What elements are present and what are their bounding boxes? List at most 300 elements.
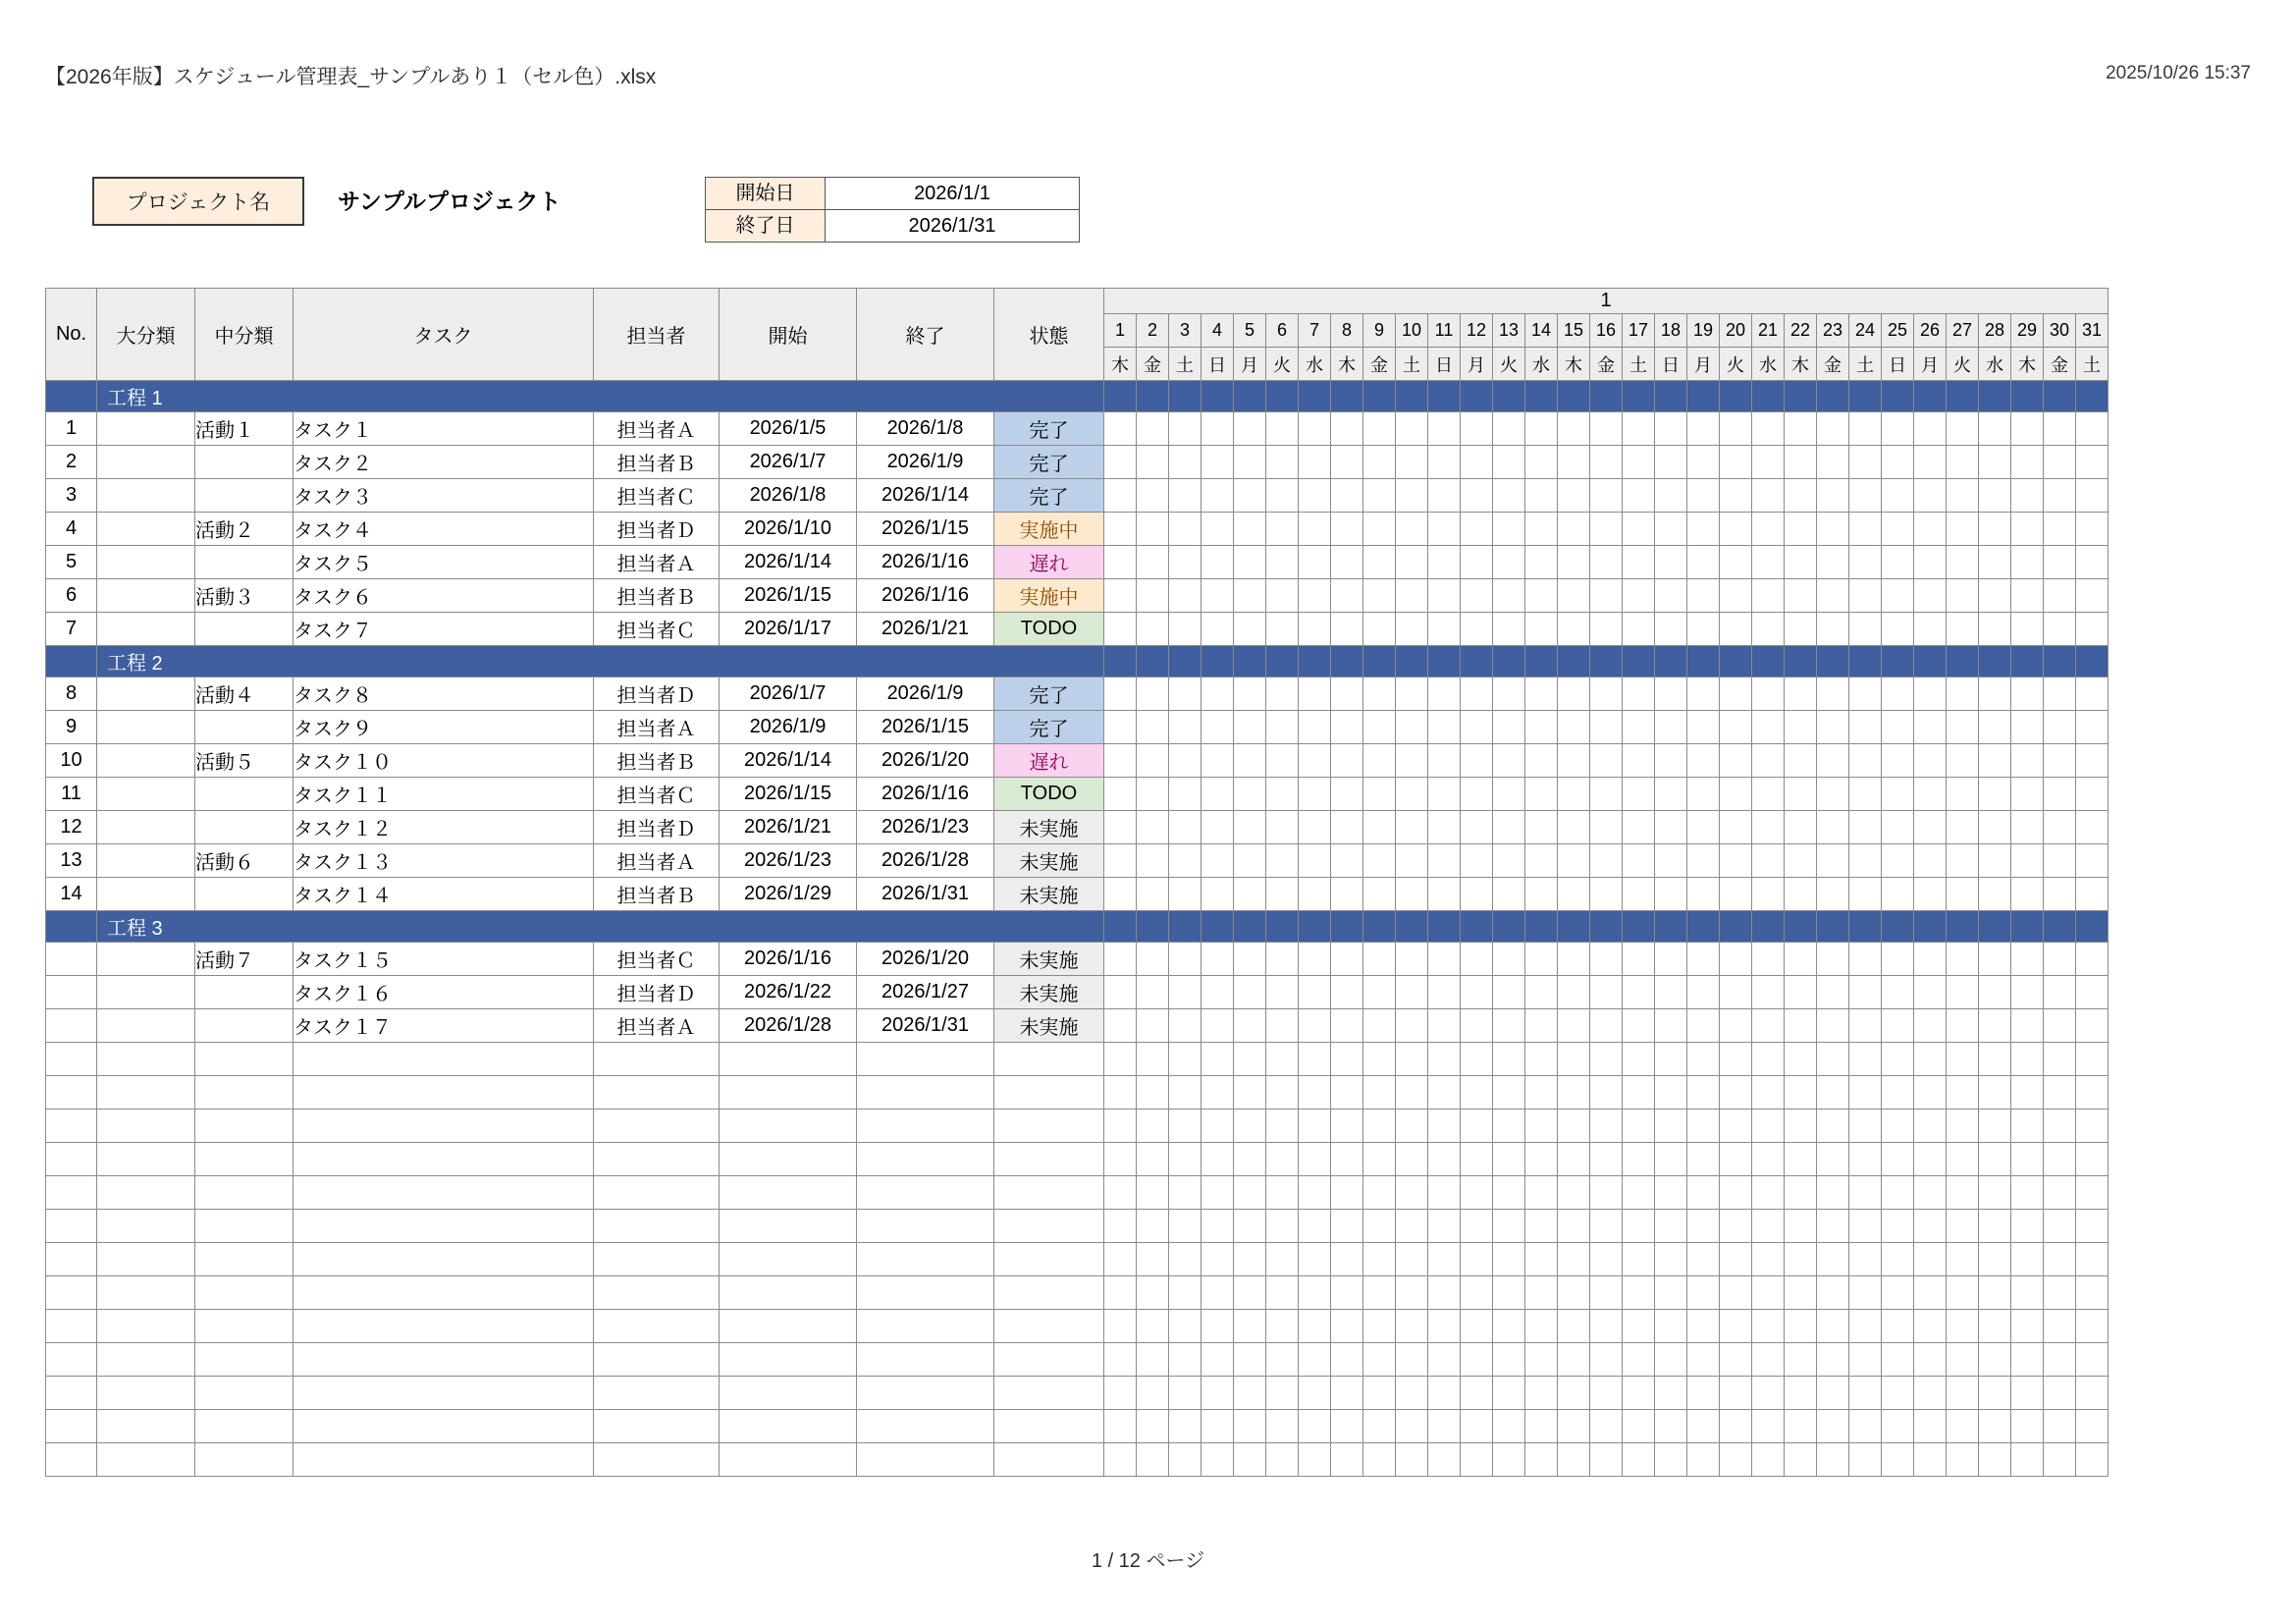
task-name: タスク１７ bbox=[294, 1009, 594, 1043]
phase-gantt-cell bbox=[1428, 381, 1461, 412]
empty-cell bbox=[97, 1243, 195, 1276]
empty-gantt-cell bbox=[1525, 1343, 1558, 1377]
task-status-badge: 実施中 bbox=[994, 513, 1104, 546]
task-name: タスク１１ bbox=[294, 778, 594, 811]
empty-gantt-cell bbox=[1234, 1410, 1266, 1443]
gantt-bar-actual bbox=[1363, 446, 1396, 479]
empty-gantt-cell bbox=[2076, 1377, 2109, 1410]
gantt-cell bbox=[1201, 479, 1234, 513]
empty-gantt-cell bbox=[1817, 1176, 1849, 1210]
empty-cell bbox=[720, 1443, 857, 1477]
gantt-cell bbox=[2076, 943, 2109, 976]
empty-gantt-cell bbox=[1331, 1110, 1363, 1143]
gantt-cell bbox=[1234, 811, 1266, 844]
gantt-cell bbox=[1396, 412, 1428, 446]
empty-gantt-cell bbox=[2044, 1176, 2076, 1210]
task-row[interactable] bbox=[46, 811, 2109, 844]
empty-gantt-cell bbox=[2076, 1110, 2109, 1143]
gantt-bar-plan bbox=[1687, 744, 1720, 778]
phase-gantt-cell bbox=[1169, 911, 1201, 943]
empty-gantt-cell bbox=[1299, 1410, 1331, 1443]
gantt-cell bbox=[1331, 711, 1363, 744]
gantt-cell bbox=[1234, 513, 1266, 546]
empty-gantt-cell bbox=[2076, 1443, 2109, 1477]
gantt-cell bbox=[1979, 546, 2011, 579]
gantt-cell bbox=[1201, 446, 1234, 479]
task-name: タスク１６ bbox=[294, 976, 594, 1009]
phase-gantt-cell bbox=[1299, 646, 1331, 677]
empty-cell bbox=[195, 1377, 294, 1410]
gantt-bar-actual bbox=[1299, 446, 1331, 479]
empty-row[interactable] bbox=[46, 1310, 2109, 1343]
task-row[interactable] bbox=[46, 1009, 2109, 1043]
empty-row[interactable] bbox=[46, 1377, 2109, 1410]
empty-row[interactable] bbox=[46, 1043, 2109, 1076]
empty-cell bbox=[46, 1410, 97, 1443]
phase-gantt-cell bbox=[1558, 646, 1590, 677]
gantt-cell bbox=[1785, 778, 1817, 811]
empty-cell bbox=[46, 1310, 97, 1343]
task-status-badge: 完了 bbox=[994, 711, 1104, 744]
empty-row[interactable] bbox=[46, 1243, 2109, 1276]
gantt-cell bbox=[1169, 677, 1201, 711]
task-status-badge: 遅れ bbox=[994, 744, 1104, 778]
gantt-cell bbox=[1493, 613, 1525, 646]
gantt-cell bbox=[1169, 844, 1201, 878]
task-owner: 担当者Ｄ bbox=[594, 513, 720, 546]
start-date-label: 開始日 bbox=[706, 178, 826, 209]
task-row[interactable] bbox=[46, 844, 2109, 878]
gantt-cell bbox=[1655, 513, 1687, 546]
task-owner: 担当者Ｄ bbox=[594, 976, 720, 1009]
gantt-cell bbox=[1331, 878, 1363, 911]
gantt-cell bbox=[1687, 579, 1720, 613]
gantt-cell bbox=[2011, 744, 2044, 778]
gantt-cell bbox=[1785, 513, 1817, 546]
gantt-cell bbox=[2011, 412, 2044, 446]
task-row[interactable] bbox=[46, 976, 2109, 1009]
task-middle-category bbox=[195, 1009, 294, 1043]
gantt-cell bbox=[1137, 546, 1169, 579]
gantt-cell bbox=[1234, 677, 1266, 711]
gantt-cell bbox=[1947, 677, 1979, 711]
gantt-cell bbox=[1299, 479, 1331, 513]
phase-gantt-cell bbox=[1720, 911, 1752, 943]
empty-gantt-cell bbox=[1752, 1377, 1785, 1410]
task-no: 9 bbox=[46, 711, 97, 744]
gantt-cell bbox=[1266, 513, 1299, 546]
calendar-day-of-week: 水 bbox=[1979, 348, 2011, 381]
gantt-cell bbox=[1882, 878, 1914, 911]
empty-row[interactable] bbox=[46, 1110, 2109, 1143]
empty-gantt-cell bbox=[1428, 1377, 1461, 1410]
empty-gantt-cell bbox=[1266, 1243, 1299, 1276]
empty-gantt-cell bbox=[1299, 1110, 1331, 1143]
empty-row[interactable] bbox=[46, 1443, 2109, 1477]
task-row[interactable] bbox=[46, 412, 2109, 446]
empty-gantt-cell bbox=[1493, 1377, 1525, 1410]
gantt-cell bbox=[2044, 811, 2076, 844]
empty-gantt-cell bbox=[1914, 1276, 1947, 1310]
empty-gantt-cell bbox=[1234, 1243, 1266, 1276]
empty-cell bbox=[994, 1343, 1104, 1377]
page-footer: 1 / 12 ページ bbox=[1091, 1550, 1205, 1572]
gantt-cell bbox=[1234, 778, 1266, 811]
gantt-cell bbox=[1169, 579, 1201, 613]
task-owner: 担当者Ｄ bbox=[594, 811, 720, 844]
task-middle-category bbox=[195, 546, 294, 579]
task-row[interactable] bbox=[46, 778, 2109, 811]
gantt-cell bbox=[1525, 811, 1558, 844]
gantt-cell bbox=[2076, 446, 2109, 479]
calendar-day-number: 7 bbox=[1299, 314, 1331, 348]
task-row[interactable] bbox=[46, 446, 2109, 479]
empty-gantt-cell bbox=[1720, 1210, 1752, 1243]
gantt-cell bbox=[1137, 677, 1169, 711]
empty-gantt-cell bbox=[1752, 1310, 1785, 1343]
empty-gantt-cell bbox=[1914, 1143, 1947, 1176]
gantt-cell bbox=[1720, 811, 1752, 844]
gantt-cell bbox=[1914, 744, 1947, 778]
gantt-cell bbox=[1849, 811, 1882, 844]
empty-gantt-cell bbox=[1914, 1410, 1947, 1443]
gantt-cell bbox=[1687, 778, 1720, 811]
empty-gantt-cell bbox=[1234, 1276, 1266, 1310]
col-header-owner: 担当者 bbox=[594, 289, 720, 381]
gantt-cell bbox=[1882, 513, 1914, 546]
empty-gantt-cell bbox=[1590, 1176, 1623, 1210]
gantt-cell bbox=[1914, 412, 1947, 446]
gantt-cell bbox=[1428, 412, 1461, 446]
task-middle-category: 活動６ bbox=[195, 844, 294, 878]
gantt-cell bbox=[1428, 976, 1461, 1009]
gantt-cell bbox=[1914, 677, 1947, 711]
gantt-cell bbox=[1234, 976, 1266, 1009]
empty-gantt-cell bbox=[1331, 1276, 1363, 1310]
empty-gantt-cell bbox=[1169, 1176, 1201, 1210]
gantt-cell bbox=[1720, 677, 1752, 711]
phase-gantt-cell bbox=[1201, 911, 1234, 943]
gantt-cell bbox=[1817, 711, 1849, 744]
empty-cell bbox=[195, 1210, 294, 1243]
gantt-bar-actual bbox=[1493, 479, 1525, 513]
task-row[interactable] bbox=[46, 479, 2109, 513]
empty-gantt-cell bbox=[1266, 1276, 1299, 1310]
empty-gantt-cell bbox=[1169, 1443, 1201, 1477]
task-no: 1 bbox=[46, 412, 97, 446]
gantt-bar-plan bbox=[1720, 744, 1752, 778]
gantt-cell bbox=[1655, 778, 1687, 811]
gantt-cell bbox=[1331, 579, 1363, 613]
schedule-table-body bbox=[46, 381, 2109, 1477]
empty-row[interactable] bbox=[46, 1343, 2109, 1377]
gantt-cell bbox=[1363, 976, 1396, 1009]
gantt-cell bbox=[1623, 744, 1655, 778]
gantt-bar-actual bbox=[1331, 677, 1363, 711]
gantt-cell bbox=[1299, 579, 1331, 613]
gantt-cell bbox=[1558, 613, 1590, 646]
empty-gantt-cell bbox=[1914, 1076, 1947, 1110]
empty-gantt-cell bbox=[1428, 1143, 1461, 1176]
empty-gantt-cell bbox=[1137, 1176, 1169, 1210]
gantt-cell bbox=[1461, 844, 1493, 878]
task-no: 7 bbox=[46, 613, 97, 646]
empty-cell bbox=[294, 1443, 594, 1477]
phase-gantt-cell bbox=[1266, 381, 1299, 412]
phase-gantt-cell bbox=[1461, 381, 1493, 412]
empty-cell bbox=[46, 1043, 97, 1076]
empty-cell bbox=[195, 1043, 294, 1076]
task-status-badge: 未実施 bbox=[994, 811, 1104, 844]
gantt-cell bbox=[1299, 811, 1331, 844]
empty-cell bbox=[594, 1310, 720, 1343]
gantt-cell bbox=[1785, 546, 1817, 579]
task-row[interactable] bbox=[46, 943, 2109, 976]
gantt-cell bbox=[1720, 878, 1752, 911]
empty-gantt-cell bbox=[1687, 1076, 1720, 1110]
empty-cell bbox=[46, 1110, 97, 1143]
empty-gantt-cell bbox=[1817, 1143, 1849, 1176]
end-date-label: 終了日 bbox=[706, 210, 826, 242]
gantt-cell bbox=[1720, 546, 1752, 579]
gantt-bar-plan bbox=[2011, 1009, 2044, 1043]
gantt-cell bbox=[2076, 412, 2109, 446]
phase-gantt-cell bbox=[1396, 381, 1428, 412]
task-start-date: 2026/1/15 bbox=[720, 778, 857, 811]
phase-gantt-cell bbox=[1590, 381, 1623, 412]
empty-gantt-cell bbox=[1331, 1310, 1363, 1343]
empty-gantt-cell bbox=[1363, 1343, 1396, 1377]
gantt-cell bbox=[2011, 613, 2044, 646]
task-name: タスク３ bbox=[294, 479, 594, 513]
empty-gantt-cell bbox=[1169, 1276, 1201, 1310]
empty-row[interactable] bbox=[46, 1276, 2109, 1310]
project-date-box bbox=[705, 177, 1080, 243]
empty-gantt-cell bbox=[1687, 1243, 1720, 1276]
empty-gantt-cell bbox=[1331, 1043, 1363, 1076]
task-row[interactable] bbox=[46, 677, 2109, 711]
gantt-cell bbox=[1849, 613, 1882, 646]
empty-gantt-cell bbox=[1752, 1276, 1785, 1310]
empty-gantt-cell bbox=[1947, 1443, 1979, 1477]
gantt-cell bbox=[1687, 546, 1720, 579]
phase-label: 工程 1 bbox=[97, 381, 1104, 412]
calendar-day-number: 25 bbox=[1882, 314, 1914, 348]
calendar-day-of-week: 土 bbox=[1623, 348, 1655, 381]
empty-gantt-cell bbox=[1623, 1176, 1655, 1210]
task-row[interactable] bbox=[46, 546, 2109, 579]
task-middle-category: 活動２ bbox=[195, 513, 294, 546]
gantt-cell bbox=[1817, 513, 1849, 546]
gantt-cell bbox=[1947, 513, 1979, 546]
gantt-cell bbox=[1979, 446, 2011, 479]
empty-gantt-cell bbox=[1558, 1343, 1590, 1377]
empty-gantt-cell bbox=[1104, 1410, 1137, 1443]
empty-gantt-cell bbox=[1655, 1076, 1687, 1110]
phase-gantt-cell bbox=[1331, 381, 1363, 412]
empty-gantt-cell bbox=[1979, 1377, 2011, 1410]
gantt-cell bbox=[1169, 546, 1201, 579]
gantt-cell bbox=[1752, 744, 1785, 778]
gantt-cell bbox=[1461, 711, 1493, 744]
gantt-cell bbox=[1785, 579, 1817, 613]
task-no bbox=[46, 976, 97, 1009]
gantt-cell bbox=[1849, 479, 1882, 513]
empty-gantt-cell bbox=[1137, 1276, 1169, 1310]
gantt-bar-plan bbox=[1590, 613, 1623, 646]
calendar-day-number: 14 bbox=[1525, 314, 1558, 348]
task-owner: 担当者Ｂ bbox=[594, 878, 720, 911]
gantt-bar-plan bbox=[1947, 844, 1979, 878]
empty-gantt-cell bbox=[1558, 1076, 1590, 1110]
gantt-cell bbox=[1169, 479, 1201, 513]
phase-row-no bbox=[46, 646, 97, 677]
empty-gantt-cell bbox=[1331, 1243, 1363, 1276]
gantt-cell bbox=[1785, 479, 1817, 513]
gantt-cell bbox=[1849, 412, 1882, 446]
gantt-bar-actual bbox=[1525, 513, 1558, 546]
gantt-cell bbox=[1266, 579, 1299, 613]
task-row[interactable] bbox=[46, 513, 2109, 546]
empty-gantt-cell bbox=[1428, 1276, 1461, 1310]
gantt-cell bbox=[2044, 844, 2076, 878]
empty-row[interactable] bbox=[46, 1176, 2109, 1210]
task-major-category bbox=[97, 778, 195, 811]
empty-gantt-cell bbox=[1201, 1176, 1234, 1210]
empty-gantt-cell bbox=[1104, 1110, 1137, 1143]
task-row[interactable] bbox=[46, 711, 2109, 744]
empty-cell bbox=[994, 1110, 1104, 1143]
empty-gantt-cell bbox=[1655, 1143, 1687, 1176]
gantt-cell bbox=[1882, 943, 1914, 976]
task-row[interactable] bbox=[46, 744, 2109, 778]
empty-row[interactable] bbox=[46, 1143, 2109, 1176]
empty-gantt-cell bbox=[1363, 1243, 1396, 1276]
gantt-cell bbox=[1104, 844, 1137, 878]
task-end-date: 2026/1/9 bbox=[857, 677, 994, 711]
calendar-day-number: 10 bbox=[1396, 314, 1428, 348]
col-header-middle: 中分類 bbox=[195, 289, 294, 381]
empty-gantt-cell bbox=[1623, 1377, 1655, 1410]
file-title: 【2026年版】スケジュール管理表_サンプルあり１（セル色）.xlsx bbox=[45, 66, 657, 88]
gantt-cell bbox=[1396, 811, 1428, 844]
empty-gantt-cell bbox=[1363, 1310, 1396, 1343]
calendar-day-of-week: 日 bbox=[1201, 348, 1234, 381]
phase-gantt-cell bbox=[1266, 646, 1299, 677]
empty-cell bbox=[994, 1410, 1104, 1443]
empty-gantt-cell bbox=[2076, 1243, 2109, 1276]
calendar-day-number: 27 bbox=[1947, 314, 1979, 348]
empty-gantt-cell bbox=[2011, 1276, 2044, 1310]
phase-label: 工程 2 bbox=[97, 646, 1104, 677]
task-row[interactable] bbox=[46, 613, 2109, 646]
gantt-cell bbox=[2044, 613, 2076, 646]
empty-cell bbox=[294, 1110, 594, 1143]
empty-row[interactable] bbox=[46, 1076, 2109, 1110]
gantt-cell bbox=[1655, 943, 1687, 976]
gantt-cell bbox=[1396, 943, 1428, 976]
task-row[interactable] bbox=[46, 878, 2109, 911]
gantt-cell bbox=[1169, 878, 1201, 911]
empty-cell bbox=[594, 1410, 720, 1443]
phase-gantt-cell bbox=[1849, 646, 1882, 677]
task-major-category bbox=[97, 844, 195, 878]
task-row[interactable] bbox=[46, 579, 2109, 613]
gantt-cell bbox=[1752, 878, 1785, 911]
task-status-badge: 未実施 bbox=[994, 1009, 1104, 1043]
phase-gantt-cell bbox=[1590, 646, 1623, 677]
gantt-cell bbox=[1752, 778, 1785, 811]
empty-gantt-cell bbox=[1623, 1343, 1655, 1377]
phase-gantt-cell bbox=[1914, 381, 1947, 412]
empty-gantt-cell bbox=[2044, 1410, 2076, 1443]
empty-gantt-cell bbox=[1655, 1110, 1687, 1143]
gantt-cell bbox=[1687, 412, 1720, 446]
calendar-day-of-week: 火 bbox=[1947, 348, 1979, 381]
empty-gantt-cell bbox=[1752, 1143, 1785, 1176]
empty-row[interactable] bbox=[46, 1410, 2109, 1443]
gantt-cell bbox=[1396, 579, 1428, 613]
empty-gantt-cell bbox=[1947, 1110, 1979, 1143]
empty-gantt-cell bbox=[1137, 1243, 1169, 1276]
task-no: 8 bbox=[46, 677, 97, 711]
gantt-cell bbox=[1299, 1009, 1331, 1043]
empty-row[interactable] bbox=[46, 1210, 2109, 1243]
gantt-cell bbox=[1461, 976, 1493, 1009]
empty-gantt-cell bbox=[1785, 1243, 1817, 1276]
gantt-cell bbox=[1169, 613, 1201, 646]
empty-gantt-cell bbox=[1299, 1343, 1331, 1377]
gantt-cell bbox=[1461, 744, 1493, 778]
gantt-cell bbox=[1363, 778, 1396, 811]
gantt-cell bbox=[1979, 579, 2011, 613]
empty-gantt-cell bbox=[1558, 1243, 1590, 1276]
empty-gantt-cell bbox=[1817, 1310, 1849, 1343]
empty-gantt-cell bbox=[1396, 1276, 1428, 1310]
gantt-cell bbox=[1720, 1009, 1752, 1043]
gantt-cell bbox=[1817, 943, 1849, 976]
phase-gantt-cell bbox=[1234, 646, 1266, 677]
gantt-cell bbox=[1493, 677, 1525, 711]
phase-gantt-cell bbox=[1363, 381, 1396, 412]
task-owner: 担当者Ａ bbox=[594, 546, 720, 579]
empty-gantt-cell bbox=[1720, 1143, 1752, 1176]
gantt-cell bbox=[2076, 976, 2109, 1009]
task-major-category bbox=[97, 412, 195, 446]
phase-gantt-cell bbox=[1234, 381, 1266, 412]
gantt-cell bbox=[1299, 513, 1331, 546]
gantt-cell bbox=[1363, 613, 1396, 646]
empty-cell bbox=[294, 1243, 594, 1276]
phase-gantt-cell bbox=[1914, 646, 1947, 677]
gantt-cell bbox=[1363, 744, 1396, 778]
gantt-cell bbox=[1720, 579, 1752, 613]
gantt-cell bbox=[1655, 412, 1687, 446]
empty-gantt-cell bbox=[1201, 1377, 1234, 1410]
task-end-date: 2026/1/31 bbox=[857, 878, 994, 911]
gantt-cell bbox=[1137, 513, 1169, 546]
task-end-date: 2026/1/21 bbox=[857, 613, 994, 646]
gantt-bar-plan bbox=[1979, 1009, 2011, 1043]
empty-gantt-cell bbox=[2044, 1143, 2076, 1176]
gantt-cell bbox=[2076, 778, 2109, 811]
calendar-day-number: 30 bbox=[2044, 314, 2076, 348]
task-name: タスク１２ bbox=[294, 811, 594, 844]
task-start-date: 2026/1/28 bbox=[720, 1009, 857, 1043]
empty-gantt-cell bbox=[1234, 1377, 1266, 1410]
gantt-cell bbox=[1590, 811, 1623, 844]
empty-gantt-cell bbox=[1396, 1143, 1428, 1176]
